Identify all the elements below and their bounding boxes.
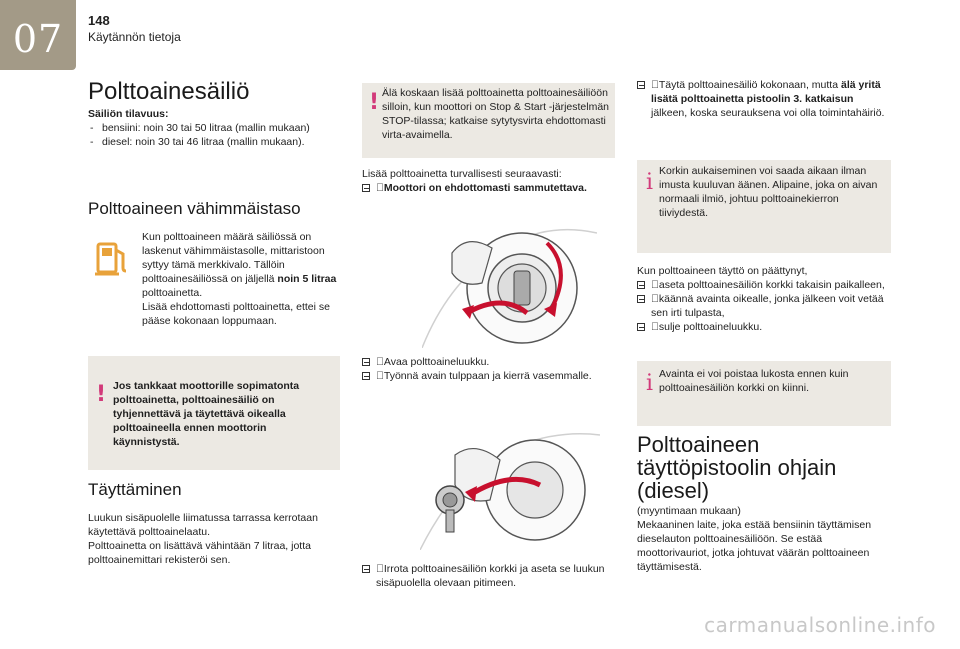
fuel-cap-key-illustration — [422, 213, 597, 348]
capacity-label: Säiliön tilavuus: — [88, 108, 169, 120]
filling-text: Luukun sisäpuolelle liimatussa tarrassa kerrotaan käytettävä polttoainelaatu. Polttoainetta on lisättävä vähintään 7 litraa, jotta polttoainemittari rekisteröi sen. — [88, 512, 318, 566]
fuel-pump-icon — [95, 238, 131, 278]
warning-text: Älä koskaan lisää polttoainetta polttoainesäiliöön silloin, kun moottori on Stop & Start -järjestelmän STOP-tilassa; katkaise sytytysvirta ehdottomasti virta-avaimella. — [382, 87, 610, 141]
warning-text: Jos tankkaat moottorille sopimatonta polttoainetta, polttoainesäiliö on tyhjennettävä ja täytettävä oikealla polttoaineella ennen moottorin käynnistystä. — [113, 380, 300, 448]
info-panel-key — [637, 361, 891, 426]
min-level-text: Kun polttoaineen määrä säiliössä on laskenut vähimmäistasolle, mittaristoon syttyy tämä merkkivalo. Tällöin polttoainesäiliössä on jäljellä noin 5 litraa polttoainetta. Lisää ehdottomasti polttoainetta, ettei se pääse kokonaan loppumaan. — [142, 231, 337, 327]
info-text: Korkin aukaiseminen voi saada aikaan ilman imusta kuuluvan äänen. Alipaine, joka on aivan normaali ilmiö, johtuu polttoainekierron tiiviydestä. — [659, 165, 878, 219]
section-title-min-level: Polttoaineen vähimmäistaso — [88, 199, 301, 218]
list-item: sulje polttoaineluukku. — [637, 321, 892, 335]
watermark: carmanualsonline.info — [704, 613, 936, 638]
steps-list-1 — [362, 182, 612, 196]
section-title-fuel-tank: Polttoainesäiliö — [88, 78, 250, 105]
info-icon: i — [646, 170, 654, 195]
list-item: - diesel: noin 30 tai 46 litraa (mallin mukaan). — [88, 136, 338, 150]
warning-icon: ! — [96, 382, 107, 407]
after-intro: Kun polttoaineen täyttö on päättynyt, — [637, 265, 808, 277]
safe-intro: Lisää polttoainetta turvallisesti seuraavasti: — [362, 168, 562, 180]
info-icon: i — [646, 371, 654, 396]
fuel-cap-removal-illustration — [420, 420, 600, 550]
list-item: Täytä polttoainesäiliö kokonaan, mutta älä yritä lisätä polttoainetta pistoolin 3. katkaisun jälkeen, koska seurauksena voi olla toimintahäiriö. — [637, 79, 892, 121]
chapter-number: 07 — [12, 17, 64, 61]
section-title-filling: Täyttäminen — [88, 480, 182, 499]
info-panel-noise — [637, 160, 891, 253]
warning-icon: ! — [369, 90, 380, 115]
after-list — [637, 279, 892, 335]
steps-list-3 — [362, 563, 612, 591]
section-title-refuelling-guide: Polttoaineen täyttöpistoolin ohjain (diesel) — [637, 432, 837, 504]
page-number: 148 — [88, 13, 110, 28]
warning-panel-stop-start — [362, 83, 615, 158]
warning-panel-wrong-fuel — [88, 356, 340, 470]
fill-list — [637, 79, 892, 121]
steps-list-2 — [362, 356, 612, 384]
list-item: Avaa polttoaineluukku. — [362, 356, 612, 370]
list-item: Työnnä avain tulppaan ja kierrä vasemmalle. — [362, 370, 612, 384]
list-item: Irrota polttoainesäiliön korkki ja aseta se luukun sisäpuolella olevaan pitimeen. — [362, 563, 612, 591]
info-text: Avainta ei voi poistaa lukosta ennen kuin polttoainesäiliön korkki on kiinni. — [659, 368, 849, 394]
chapter-title: Käytännön tietoja — [88, 30, 181, 44]
list-item: käännä avainta oikealle, jonka jälkeen voit vetää sen irti tulpasta, — [637, 293, 892, 321]
capacity-list — [88, 122, 338, 150]
list-item: - bensiini: noin 30 tai 50 litraa (mallin mukaan) — [88, 122, 338, 136]
list-item: aseta polttoainesäiliön korkki takaisin paikalleen, — [637, 279, 892, 293]
list-item: Moottori on ehdottomasti sammutettava. — [362, 182, 612, 196]
guide-text: (myyntimaan mukaan) Mekaaninen laite, joka estää bensiinin täyttämisen dieselauton polttoainesäiliöön. Se estää moottorivauriot, jotka johtuvat väärän polttoaineen täyttämisestä. — [637, 505, 872, 573]
